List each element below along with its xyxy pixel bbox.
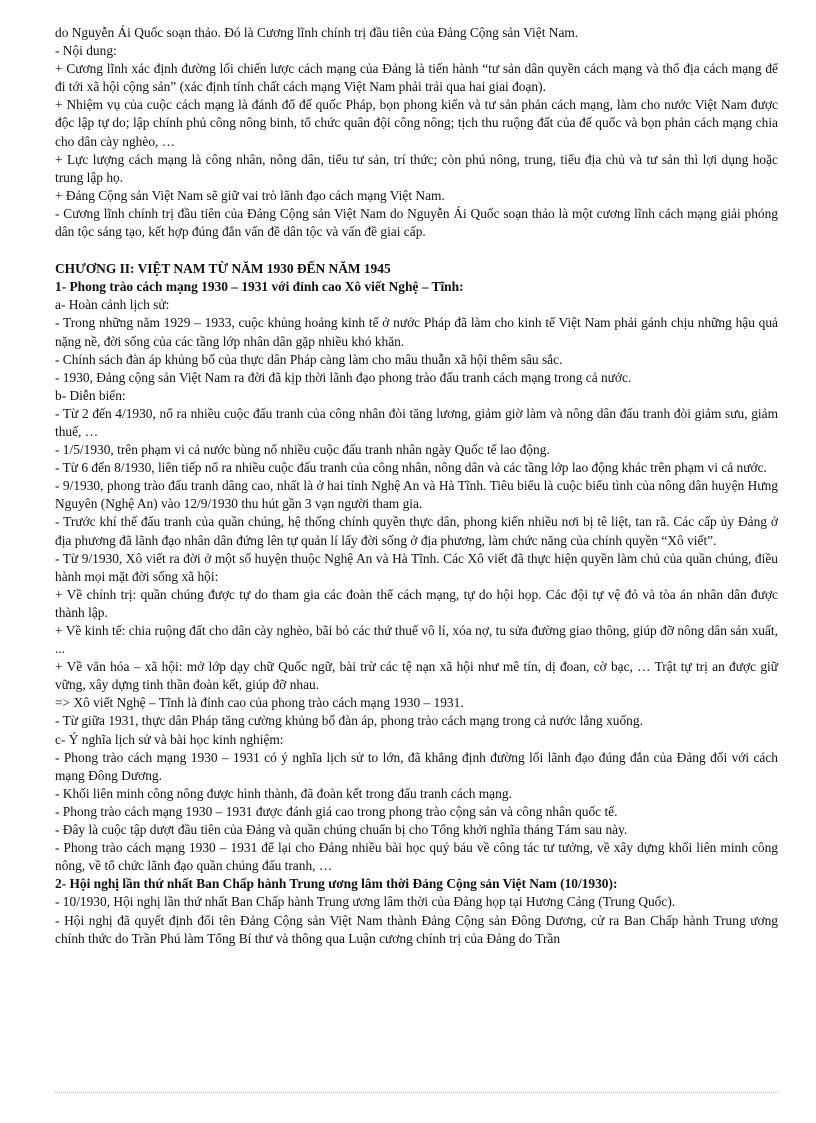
- paragraph: + Lực lượng cách mạng là công nhân, nông dân, tiểu tư sản, trí thức; còn phú nông, trung, tiểu địa chủ và tư sản thì lợi dụng hoặc trung lập họ.: [55, 151, 778, 185]
- section-2-body: [55, 893, 778, 947]
- paragraph: - Cương lĩnh chính trị đầu tiên của Đảng Cộng sản Việt Nam do Nguyễn Ái Quốc soạn thảo là một cương lĩnh cách mạng giải phóng dân tộc sáng tạo, kết hợp đúng đắn vấn đề dân tộc và vấn đề giai cấp.: [55, 205, 778, 240]
- paragraph: + Nhiệm vụ của cuộc cách mạng là đánh đổ đế quốc Pháp, bọn phong kiến và tư sản phản cách mạng, làm cho nước Việt Nam được độc lập tự do; lập chính phủ công nông binh, tổ chức quân đội công nông; tịch thu ruộng đất của đế quốc và bọn phản cách mạng chia cho dân cày nghèo, …: [55, 97, 778, 149]
- paragraph: - 1/5/1930, trên phạm vi cả nước bùng nổ nhiều cuộc đấu tranh nhân ngày Quốc tế lao động.: [55, 442, 550, 458]
- paragraph: - Phong trào cách mạng 1930 – 1931 để lại cho Đảng nhiều bài học quý báu về công tác tư tưởng, về xây dựng khối liên minh công nông, về tổ chức lãnh đạo quần chúng đấu tranh, …: [55, 840, 778, 874]
- section-1-body: [55, 296, 778, 875]
- paragraph: c- Ý nghĩa lịch sử và bài học kinh nghiệm:: [55, 731, 284, 747]
- section-2-title: 2- Hội nghị lần thứ nhất Ban Chấp hành Trung ương lâm thời Đảng Cộng sản Việt Nam (10/1930):: [55, 876, 618, 892]
- paragraph: => Xô viết Nghệ – Tĩnh là đỉnh cao của phong trào cách mạng 1930 – 1931.: [55, 695, 464, 711]
- paragraph: - Phong trào cách mạng 1930 – 1931 có ý nghĩa lịch sử to lớn, đã khẳng định đường lối lãnh đạo đúng đắn của Đảng đối với cách mạng Đông Dương.: [55, 749, 778, 783]
- paragraph: + Cương lĩnh xác định đường lối chiến lược cách mạng của Đảng là tiến hành “tư sản dân quyền cách mạng và thổ địa cách mạng để đi tới xã hội cộng sản” (xác định tính chất cách mạng Việt Nam phải trải qua hai giai đoạn).: [55, 61, 778, 95]
- paragraph: b- Diễn biến:: [55, 387, 126, 403]
- paragraph: - Nội dung:: [55, 43, 117, 59]
- intro-section: [55, 24, 778, 241]
- paragraph: + Về văn hóa – xã hội: mở lớp dạy chữ Quốc ngữ, bài trừ các tệ nạn xã hội như mê tín, dị đoan, cờ bạc, … Trật tự trị an được giữ vững, xây dựng tinh thần đoàn kết, giúp đỡ nhau.: [55, 659, 778, 693]
- paragraph: - Chính sách đàn áp khủng bố của thực dân Pháp càng làm cho mâu thuẫn xã hội thêm sâu sắc.: [55, 351, 563, 367]
- paragraph: - Trước khí thế đấu tranh của quần chúng, hệ thống chính quyền thực dân, phong kiến nhiều nơi bị tê liệt, tan rã. Các cấp ủy Đảng ở địa phương đã lãnh đạo nhân dân đứng lên tự quản lí lấy đời sống ở địa phương, làm chức năng của chính quyền “Xô viết”.: [55, 514, 778, 548]
- paragraph: - Khối liên minh công nông được hình thành, đã đoàn kết trong đấu tranh cách mạng.: [55, 785, 512, 801]
- paragraph: - 10/1930, Hội nghị lần thứ nhất Ban Chấp hành Trung ương lâm thời của Đảng họp tại Hương Cảng (Trung Quốc).: [55, 894, 676, 910]
- paragraph: + Về kinh tế: chia ruộng đất cho dân cày nghèo, bãi bỏ các thứ thuế vô lí, xóa nợ, tu sửa đường giao thông, giúp đỡ nông dân sản xuất, ...: [55, 623, 778, 657]
- paragraph: - 9/1930, phong trào đấu tranh dâng cao, nhất là ở hai tỉnh Nghệ An và Hà Tĩnh. Tiêu biểu là cuộc biểu tình của nông dân huyện Hưng Nguyên (Nghệ An) vào 12/9/1930 thu hút gần 3 vạn người tham gia.: [55, 478, 778, 512]
- paragraph: - Phong trào cách mạng 1930 – 1931 được đánh giá cao trong phong trào cộng sản và công nhân quốc tế.: [55, 803, 618, 819]
- section-1-title: 1- Phong trào cách mạng 1930 – 1931 với đỉnh cao Xô viết Nghệ – Tĩnh:: [55, 279, 464, 295]
- paragraph: - Trong những năm 1929 – 1933, cuộc khủng hoảng kinh tế ở nước Pháp đã làm cho kinh tế Việt Nam phải gánh chịu những hậu quả nặng nề, đời sống của các tầng lớp nhân dân gặp nhiều khó khăn.: [55, 315, 778, 349]
- paragraph: a- Hoàn cảnh lịch sử:: [55, 297, 170, 313]
- paragraph: - Từ 2 đến 4/1930, nổ ra nhiều cuộc đấu tranh của công nhân đòi tăng lương, giảm giờ làm và nông dân đấu tranh đòi giảm sưu, giảm thuế, …: [55, 405, 778, 439]
- chapter-title: CHƯƠNG II: VIỆT NAM TỪ NĂM 1930 ĐẾN NĂM 1945: [55, 261, 391, 277]
- paragraph: - Từ giữa 1931, thực dân Pháp tăng cường khủng bố đàn áp, phong trào cách mạng trong cả nước lắng xuống.: [55, 713, 643, 729]
- paragraph: + Đảng Cộng sản Việt Nam sẽ giữ vai trò lãnh đạo cách mạng Việt Nam.: [55, 187, 445, 203]
- paragraph: - Từ 6 đến 8/1930, liên tiếp nổ ra nhiều cuộc đấu tranh của công nhân, nông dân và các tầng lớp lao động khác trên phạm vi cả nước.: [55, 460, 767, 476]
- paragraph: - Đây là cuộc tập dượt đầu tiên của Đảng và quần chúng chuẩn bị cho Tổng khởi nghĩa tháng Tám sau này.: [55, 822, 628, 838]
- paragraph: do Nguyễn Ái Quốc soạn thảo. Đó là Cương lĩnh chính trị đầu tiên của Đảng Cộng sản Việt Nam.: [55, 25, 579, 40]
- paragraph: - 1930, Đảng cộng sản Việt Nam ra đời đã kịp thời lãnh đạo phong trào đấu tranh cách mạng trong cả nước.: [55, 369, 632, 385]
- paragraph: + Về chính trị: quần chúng được tự do tham gia các đoàn thể cách mạng, tự do hội họp. Các đội tự vệ đỏ và tòa án nhân dân được thành lập.: [55, 586, 778, 620]
- section-spacer: [55, 241, 778, 260]
- paragraph: - Từ 9/1930, Xô viết ra đời ở một số huyện thuộc Nghệ An và Hà Tĩnh. Các Xô viết đã thực hiện quyền làm chủ của quần chúng, điều hành mọi mặt đời sống xã hội:: [55, 550, 778, 584]
- paragraph: - Hội nghị đã quyết định đổi tên Đảng Cộng sản Việt Nam thành Đảng Cộng sản Đông Dương, cử ra Ban Chấp hành Trung ương chính thức do Trần Phú làm Tổng Bí thư và thông qua Luận cương chính trị của Đảng do Trần: [55, 912, 778, 946]
- page-bottom-divider: [55, 1092, 778, 1093]
